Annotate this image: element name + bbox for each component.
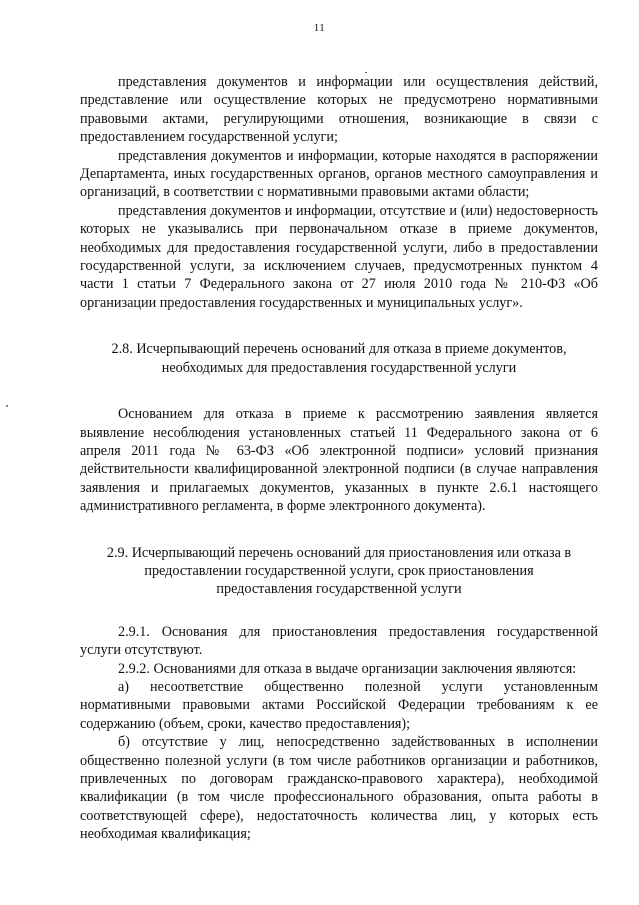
paragraph: представления документов и информации, которые находятся в распоряжении Департамента, иных государственных органов, органов местного самоуправления и организаций, в соответствии с нормативными правовыми актами области;: [80, 147, 598, 201]
document-body: [80, 73, 598, 844]
paragraph: 2.9.2. Основаниями для отказа в выдаче организации заключения являются:: [118, 660, 577, 677]
paragraph: Основанием для отказа в приеме к рассмотрению заявления является выявление несоблюдения установленных статьей 11 Федерального закона от 6 апреля 2011 года № 63-ФЗ «Об электронной подписи» условий признания действительности квалифицированной электронной подписи (в случае направления заявления и прилагаемых документов, указанных в пункте 2.6.1 настоящего административного регламента, в форме электронного документа).: [80, 406, 598, 515]
paragraph: 2.9.1. Основания для приостановления предоставления государственной услуги отсутствуют.: [80, 623, 598, 659]
heading-line: предоставлении государственной услуги, срок приостановления: [144, 562, 534, 579]
section-heading-2-8: [80, 340, 598, 377]
list-item: а) несоответствие общественно полезной услуги установленным нормативными правовыми актами Российской Федерации требованиям к ее содержанию (объем, сроки, качество предоставления);: [80, 678, 598, 732]
section-heading-2-9: [80, 544, 598, 599]
heading-line: необходимых для предоставления государственной услуги: [161, 359, 517, 376]
list-item: б) отсутствие у лиц, непосредственно задействованных в исполнении общественно полезной услуги (в том числе работников организации и работников, привлеченных по договорам гражданско-правового характера), необходимой квалификации (в том числе профессионального образования, опыта работы в соответствующей сфере), недостаточность количества лиц, у которых есть необходимая квалификация;: [80, 734, 598, 843]
page-number: 11: [313, 22, 326, 34]
paragraph: представления документов и информации или осуществления действий, представление или осуществление которых не предусмотрено нормативными правовыми актами, регулирующими отношения, возникающие в связи с предоставлением государственной услуги;: [80, 74, 598, 146]
heading-line: предоставления государственной услуги: [216, 581, 462, 598]
paragraph: представления документов и информации, отсутствие и (или) недостоверность которых не указывались при первоначальном отказе в приеме документов, необходимых для предоставления государственной услуги, либо в предоставлении государственной услуги, за исключением случаев, предусмотренных пунктом 4 части 1 статьи 7 Федерального закона от 27 июля 2010 года № 210-ФЗ «Об организации предоставления государственных и муниципальных услуг».: [80, 202, 598, 311]
scan-speck: [6, 405, 8, 407]
heading-line: 2.9. Исчерпывающий перечень оснований для приостановления или отказа в: [106, 544, 572, 561]
heading-line: 2.8. Исчерпывающий перечень оснований для отказа в приеме документов,: [111, 341, 567, 358]
